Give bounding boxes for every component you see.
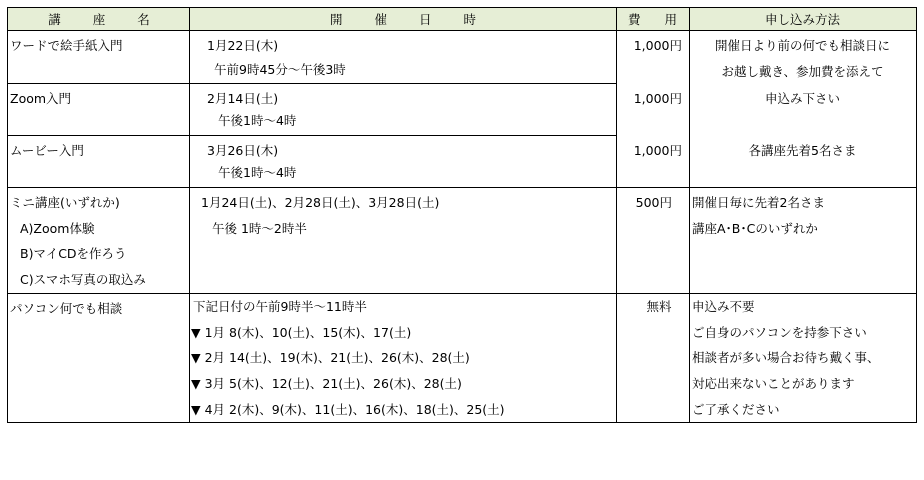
- shared-method-line-4: 各講座先着5名さま: [748, 143, 857, 158]
- row5-date-intro: 下記日付の午前9時半～11時半: [193, 299, 367, 314]
- row5-fee: 無料: [646, 299, 672, 314]
- row2-bottom-rule: [7, 135, 617, 136]
- row4-option-a: A)Zoom体験: [20, 221, 95, 236]
- header-fee-label: 費 用: [628, 11, 687, 27]
- row2-course-name: Zoom入門: [10, 91, 72, 106]
- row4-method-line-2: 講座A･B･Cのいずれか: [692, 221, 818, 236]
- row5-method-line-2: ご自身のパソコンを持参下さい: [692, 325, 867, 340]
- table-border-left: [7, 7, 8, 423]
- row5-method-line-4: 対応出来ないことがあります: [692, 376, 855, 391]
- row3-fee: 1,000円: [633, 143, 682, 158]
- header-date: [190, 7, 616, 30]
- row4-course-name: ミニ講座(いずれか): [10, 195, 120, 210]
- header-method: [689, 7, 916, 30]
- header-course: [8, 7, 190, 30]
- table-border-right: [916, 7, 917, 423]
- shared-method-line-3: 申込み下さい: [764, 91, 840, 106]
- row2-time: 午後1時～4時: [218, 113, 297, 128]
- row5-method-line-3: 相談者が多い場合お待ち戴く事、: [692, 350, 880, 365]
- header-course-label: 講 座 名: [48, 11, 164, 27]
- row3-date: 3月26日(木): [207, 143, 279, 158]
- header-method-label: 申し込み方法: [764, 11, 840, 27]
- row5-course-name: パソコン何でも相談: [10, 301, 123, 316]
- row4-fee: 500円: [635, 195, 672, 210]
- row5-date-april: ▼ 4月 2(木)、9(木)、11(土)、16(木)、18(土)、25(土): [191, 402, 505, 417]
- row3-course-name: ムービー入門: [10, 143, 84, 158]
- shared-method-line-2: お越し戴き、参加費を添えて: [721, 64, 884, 79]
- header-fee: [616, 7, 689, 30]
- column-rule-date: [189, 7, 190, 423]
- row5-method-line-1: 申込み不要: [692, 299, 755, 314]
- row5-date-march: ▼ 3月 5(木)、12(土)、21(土)、26(木)、28(土): [191, 376, 462, 391]
- header-bottom-rule: [7, 30, 917, 31]
- row4-time: 午後 1時～2時半: [212, 221, 307, 236]
- row4-option-c: C)スマホ写真の取込み: [20, 272, 146, 287]
- row5-date-february: ▼ 2月 14(土)、19(木)、21(土)、26(木)、28(土): [191, 350, 470, 365]
- row2-date: 2月14日(土): [207, 91, 279, 106]
- shared-method-line-1: 開催日より前の何でも相談日に: [714, 38, 890, 53]
- table-border-bottom: [7, 422, 917, 423]
- row4-dates: 1月24日(土)、2月28日(土)、3月28日(土): [201, 195, 440, 210]
- row2-fee: 1,000円: [633, 91, 682, 106]
- row3-bottom-rule: [7, 187, 917, 188]
- row1-fee: 1,000円: [633, 38, 682, 53]
- row3-time: 午後1時～4時: [218, 165, 297, 180]
- row1-date: 1月22日(木): [207, 38, 279, 53]
- header-date-label: 開 催 日 時: [330, 11, 490, 27]
- row4-option-b: B)マイCDを作ろう: [20, 246, 127, 261]
- row5-method-line-5: ご了承ください: [692, 402, 780, 417]
- row1-time: 午前9時45分～午後3時: [214, 62, 346, 77]
- row1-bottom-rule: [7, 83, 617, 84]
- table-border-top: [7, 7, 917, 8]
- row4-method-line-1: 開催日毎に先着2名さま: [692, 195, 825, 210]
- row1-course-name: ワードで絵手紙入門: [10, 38, 123, 53]
- column-rule-fee: [616, 7, 617, 423]
- row5-date-january: ▼ 1月 8(木)、10(土)、15(木)、17(土): [191, 325, 412, 340]
- row4-bottom-rule: [7, 293, 917, 294]
